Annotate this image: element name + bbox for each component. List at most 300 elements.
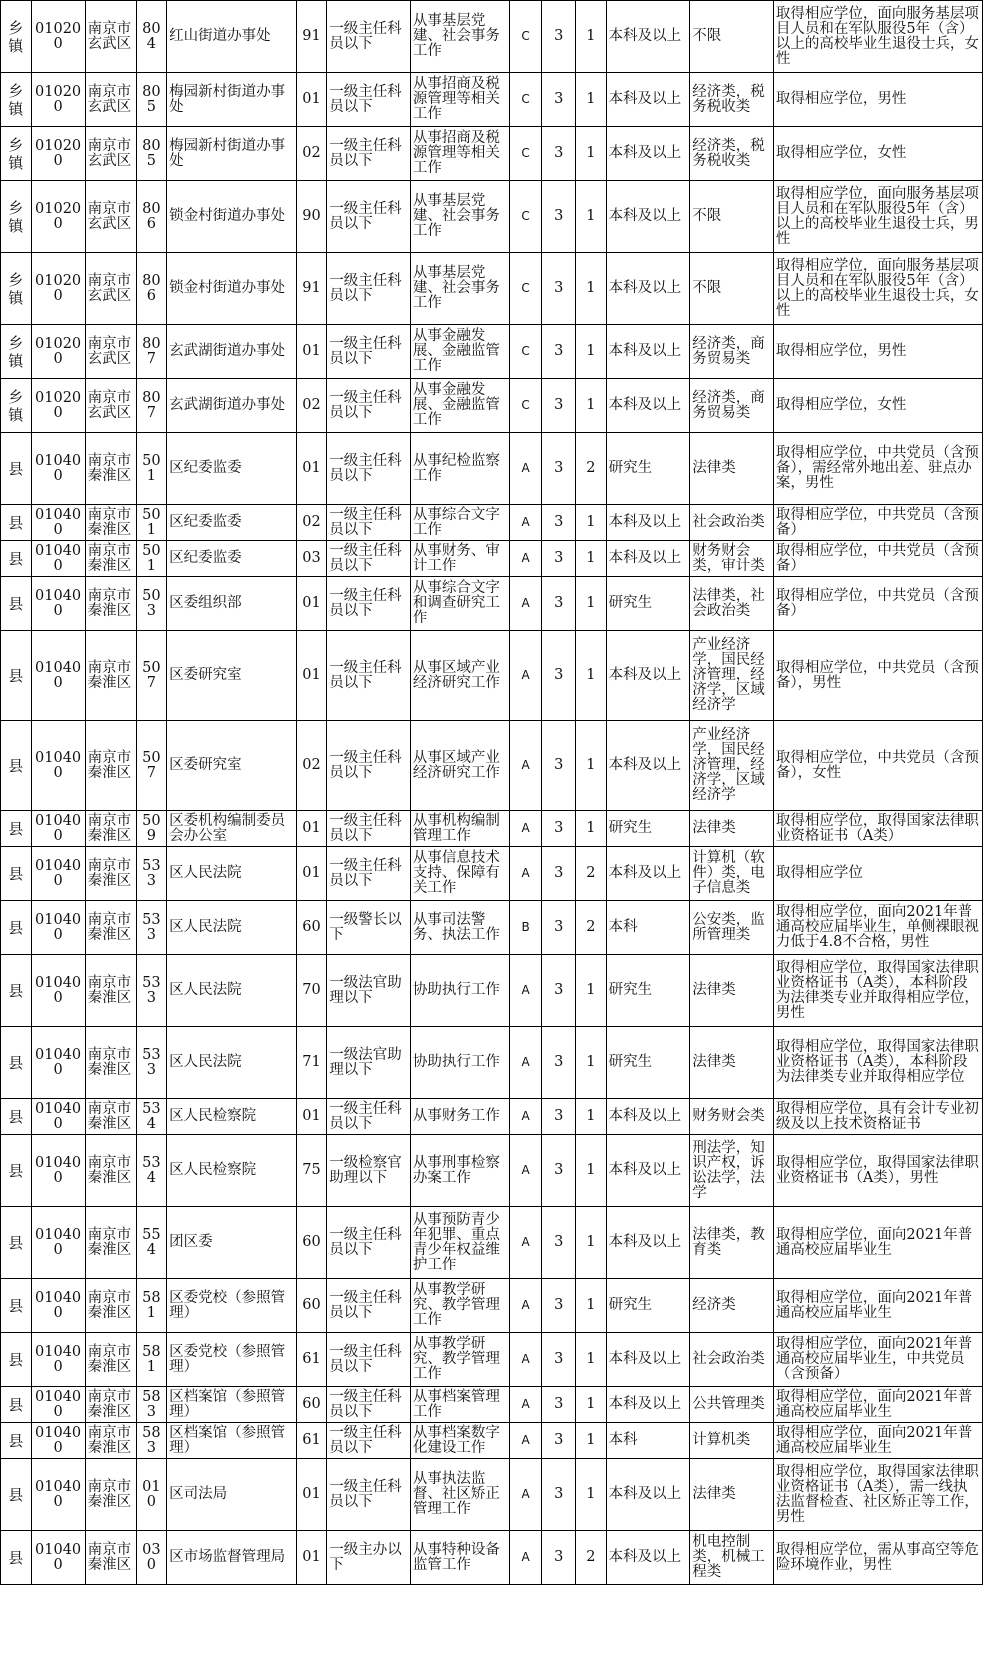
position-code-cell: 01 bbox=[296, 1531, 327, 1585]
table-row bbox=[1, 1423, 983, 1459]
level-cell: 县 bbox=[1, 541, 32, 577]
unit-name-cell: 玄武湖街道办事处 bbox=[167, 379, 297, 433]
duty-cell: 协助执行工作 bbox=[410, 955, 509, 1027]
unit-code-cell: 533 bbox=[136, 847, 167, 901]
hiring-count-cell: 1 bbox=[576, 1279, 607, 1333]
code-cell: 010200 bbox=[31, 379, 85, 433]
hiring-count-cell: 1 bbox=[576, 631, 607, 721]
education-cell: 本科及以上 bbox=[606, 253, 690, 325]
district-cell: 南京市秦淮区 bbox=[85, 901, 136, 955]
education-cell: 研究生 bbox=[606, 1279, 690, 1333]
unit-code-cell: 501 bbox=[136, 541, 167, 577]
category-cell: A bbox=[509, 505, 542, 541]
level-cell: 乡镇 bbox=[1, 127, 32, 181]
code-cell: 010200 bbox=[31, 127, 85, 181]
table-row bbox=[1, 721, 983, 811]
position-cell: 一级主任科员以下 bbox=[327, 811, 411, 847]
category-cell: C bbox=[509, 325, 542, 379]
code-cell: 010400 bbox=[31, 1531, 85, 1585]
education-cell: 研究生 bbox=[606, 811, 690, 847]
major-cell: 经济类，商务贸易类 bbox=[690, 325, 774, 379]
duty-cell: 从事纪检监察工作 bbox=[410, 433, 509, 505]
number-cell: 3 bbox=[542, 253, 576, 325]
position-code-cell: 90 bbox=[296, 181, 327, 253]
table-row bbox=[1, 1207, 983, 1279]
district-cell: 南京市玄武区 bbox=[85, 379, 136, 433]
major-cell: 法律类，社会政治类 bbox=[690, 577, 774, 631]
table-row bbox=[1, 541, 983, 577]
category-cell: A bbox=[509, 433, 542, 505]
unit-name-cell: 梅园新村街道办事处 bbox=[167, 127, 297, 181]
hiring-count-cell: 1 bbox=[576, 1207, 607, 1279]
table-row bbox=[1, 1, 983, 73]
level-cell: 县 bbox=[1, 847, 32, 901]
category-cell: A bbox=[509, 1099, 542, 1135]
hiring-count-cell: 1 bbox=[576, 1387, 607, 1423]
major-cell: 不限 bbox=[690, 181, 774, 253]
requirements-cell: 取得相应学位，取得国家法律职业资格证书（A类），本科阶段为法律类专业并取得相应学位，男性 bbox=[773, 955, 982, 1027]
major-cell: 法律类 bbox=[690, 1459, 774, 1531]
unit-code-cell: 807 bbox=[136, 379, 167, 433]
category-cell: A bbox=[509, 1387, 542, 1423]
category-cell: C bbox=[509, 253, 542, 325]
education-cell: 本科及以上 bbox=[606, 127, 690, 181]
level-cell: 县 bbox=[1, 1027, 32, 1099]
level-cell: 县 bbox=[1, 721, 32, 811]
position-cell: 一级法官助理以下 bbox=[327, 955, 411, 1027]
hiring-count-cell: 1 bbox=[576, 1027, 607, 1099]
table-row bbox=[1, 1027, 983, 1099]
major-cell: 法律类，教育类 bbox=[690, 1207, 774, 1279]
requirements-cell: 取得相应学位 bbox=[773, 847, 982, 901]
requirements-cell: 取得相应学位，中共党员（含预备） bbox=[773, 541, 982, 577]
education-cell: 本科及以上 bbox=[606, 1135, 690, 1207]
unit-code-cell: 010 bbox=[136, 1459, 167, 1531]
level-cell: 县 bbox=[1, 505, 32, 541]
requirements-cell: 取得相应学位，面向2021年普通高校应届毕业生，单侧裸眼视力低于4.8不合格，男性 bbox=[773, 901, 982, 955]
code-cell: 010400 bbox=[31, 1027, 85, 1099]
number-cell: 3 bbox=[542, 1099, 576, 1135]
position-cell: 一级主任科员以下 bbox=[327, 253, 411, 325]
district-cell: 南京市秦淮区 bbox=[85, 955, 136, 1027]
position-code-cell: 03 bbox=[296, 541, 327, 577]
number-cell: 3 bbox=[542, 955, 576, 1027]
level-cell: 县 bbox=[1, 1423, 32, 1459]
requirements-cell: 取得相应学位，面向2021年普通高校应届毕业生，中共党员（含预备） bbox=[773, 1333, 982, 1387]
category-cell: A bbox=[509, 847, 542, 901]
level-cell: 乡镇 bbox=[1, 181, 32, 253]
requirements-cell: 取得相应学位，面向服务基层项目人员和在军队服役5年（含）以上的高校毕业生退役士兵，女性 bbox=[773, 1, 982, 73]
number-cell: 3 bbox=[542, 1459, 576, 1531]
number-cell: 3 bbox=[542, 1423, 576, 1459]
number-cell: 3 bbox=[542, 577, 576, 631]
position-code-cell: 70 bbox=[296, 955, 327, 1027]
number-cell: 3 bbox=[542, 181, 576, 253]
district-cell: 南京市玄武区 bbox=[85, 1, 136, 73]
duty-cell: 从事招商及税源管理等相关工作 bbox=[410, 73, 509, 127]
code-cell: 010400 bbox=[31, 1279, 85, 1333]
position-code-cell: 60 bbox=[296, 1279, 327, 1333]
requirements-cell: 取得相应学位，面向2021年普通高校应届毕业生 bbox=[773, 1207, 982, 1279]
position-cell: 一级主任科员以下 bbox=[327, 1387, 411, 1423]
code-cell: 010200 bbox=[31, 73, 85, 127]
requirements-cell: 取得相应学位，女性 bbox=[773, 379, 982, 433]
duty-cell: 协助执行工作 bbox=[410, 1027, 509, 1099]
unit-code-cell: 501 bbox=[136, 505, 167, 541]
unit-name-cell: 区人民检察院 bbox=[167, 1135, 297, 1207]
hiring-count-cell: 1 bbox=[576, 1333, 607, 1387]
category-cell: A bbox=[509, 1333, 542, 1387]
duty-cell: 从事教学研究、教学管理工作 bbox=[410, 1333, 509, 1387]
district-cell: 南京市秦淮区 bbox=[85, 721, 136, 811]
duty-cell: 从事信息技术支持、保障有关工作 bbox=[410, 847, 509, 901]
duty-cell: 从事教学研究、教学管理工作 bbox=[410, 1279, 509, 1333]
major-cell: 社会政治类 bbox=[690, 505, 774, 541]
table-row bbox=[1, 577, 983, 631]
hiring-count-cell: 1 bbox=[576, 253, 607, 325]
code-cell: 010200 bbox=[31, 325, 85, 379]
position-code-cell: 01 bbox=[296, 631, 327, 721]
table-row bbox=[1, 325, 983, 379]
category-cell: C bbox=[509, 1, 542, 73]
education-cell: 研究生 bbox=[606, 433, 690, 505]
position-code-cell: 91 bbox=[296, 1, 327, 73]
number-cell: 3 bbox=[542, 1279, 576, 1333]
category-cell: A bbox=[509, 1279, 542, 1333]
unit-code-cell: 030 bbox=[136, 1531, 167, 1585]
hiring-count-cell: 1 bbox=[576, 721, 607, 811]
number-cell: 3 bbox=[542, 433, 576, 505]
hiring-count-cell: 1 bbox=[576, 1459, 607, 1531]
requirements-cell: 取得相应学位，面向服务基层项目人员和在军队服役5年（含）以上的高校毕业生退役士兵，男性 bbox=[773, 181, 982, 253]
table-row bbox=[1, 1135, 983, 1207]
district-cell: 南京市秦淮区 bbox=[85, 1423, 136, 1459]
hiring-count-cell: 1 bbox=[576, 541, 607, 577]
major-cell: 经济类，税务税收类 bbox=[690, 73, 774, 127]
position-code-cell: 02 bbox=[296, 379, 327, 433]
education-cell: 本科 bbox=[606, 1423, 690, 1459]
duty-cell: 从事司法警务、执法工作 bbox=[410, 901, 509, 955]
table-row bbox=[1, 505, 983, 541]
table-row bbox=[1, 73, 983, 127]
requirements-cell: 取得相应学位，中共党员（含预备） bbox=[773, 505, 982, 541]
position-code-cell: 01 bbox=[296, 577, 327, 631]
number-cell: 3 bbox=[542, 379, 576, 433]
code-cell: 010400 bbox=[31, 1207, 85, 1279]
position-cell: 一级主任科员以下 bbox=[327, 1207, 411, 1279]
category-cell: C bbox=[509, 181, 542, 253]
table-row bbox=[1, 955, 983, 1027]
level-cell: 乡镇 bbox=[1, 379, 32, 433]
duty-cell: 从事金融发展、金融监管工作 bbox=[410, 325, 509, 379]
district-cell: 南京市秦淮区 bbox=[85, 847, 136, 901]
education-cell: 研究生 bbox=[606, 955, 690, 1027]
position-cell: 一级主任科员以下 bbox=[327, 325, 411, 379]
number-cell: 3 bbox=[542, 631, 576, 721]
position-cell: 一级主任科员以下 bbox=[327, 181, 411, 253]
code-cell: 010400 bbox=[31, 505, 85, 541]
position-cell: 一级警长以下 bbox=[327, 901, 411, 955]
category-cell: A bbox=[509, 1027, 542, 1099]
position-code-cell: 75 bbox=[296, 1135, 327, 1207]
hiring-count-cell: 1 bbox=[576, 577, 607, 631]
position-code-cell: 01 bbox=[296, 433, 327, 505]
district-cell: 南京市秦淮区 bbox=[85, 1099, 136, 1135]
number-cell: 3 bbox=[542, 541, 576, 577]
unit-name-cell: 区委研究室 bbox=[167, 631, 297, 721]
number-cell: 3 bbox=[542, 505, 576, 541]
number-cell: 3 bbox=[542, 325, 576, 379]
duty-cell: 从事基层党建、社会事务工作 bbox=[410, 253, 509, 325]
category-cell: A bbox=[509, 721, 542, 811]
table-row bbox=[1, 847, 983, 901]
table-row bbox=[1, 127, 983, 181]
requirements-cell: 取得相应学位，面向服务基层项目人员和在军队服役5年（含）以上的高校毕业生退役士兵，女性 bbox=[773, 253, 982, 325]
major-cell: 法律类 bbox=[690, 1027, 774, 1099]
major-cell: 不限 bbox=[690, 253, 774, 325]
code-cell: 010400 bbox=[31, 1387, 85, 1423]
unit-code-cell: 806 bbox=[136, 253, 167, 325]
unit-code-cell: 533 bbox=[136, 1027, 167, 1099]
unit-name-cell: 区委党校（参照管理） bbox=[167, 1333, 297, 1387]
position-cell: 一级主任科员以下 bbox=[327, 1, 411, 73]
district-cell: 南京市秦淮区 bbox=[85, 541, 136, 577]
duty-cell: 从事招商及税源管理等相关工作 bbox=[410, 127, 509, 181]
level-cell: 县 bbox=[1, 1459, 32, 1531]
unit-name-cell: 区委机构编制委员会办公室 bbox=[167, 811, 297, 847]
position-code-cell: 60 bbox=[296, 1207, 327, 1279]
district-cell: 南京市秦淮区 bbox=[85, 433, 136, 505]
category-cell: A bbox=[509, 1423, 542, 1459]
table-body bbox=[1, 1, 983, 1585]
duty-cell: 从事区域产业经济研究工作 bbox=[410, 631, 509, 721]
unit-name-cell: 区纪委监委 bbox=[167, 505, 297, 541]
code-cell: 010400 bbox=[31, 955, 85, 1027]
level-cell: 县 bbox=[1, 1531, 32, 1585]
requirements-cell: 取得相应学位，取得国家法律职业资格证书（A类），本科阶段为法律类专业并取得相应学位 bbox=[773, 1027, 982, 1099]
duty-cell: 从事财务工作 bbox=[410, 1099, 509, 1135]
position-code-cell: 01 bbox=[296, 811, 327, 847]
position-cell: 一级主任科员以下 bbox=[327, 433, 411, 505]
duty-cell: 从事机构编制管理工作 bbox=[410, 811, 509, 847]
district-cell: 南京市秦淮区 bbox=[85, 1027, 136, 1099]
number-cell: 3 bbox=[542, 127, 576, 181]
district-cell: 南京市玄武区 bbox=[85, 127, 136, 181]
duty-cell: 从事财务、审计工作 bbox=[410, 541, 509, 577]
unit-code-cell: 806 bbox=[136, 181, 167, 253]
number-cell: 3 bbox=[542, 721, 576, 811]
hiring-count-cell: 1 bbox=[576, 1, 607, 73]
hiring-count-cell: 2 bbox=[576, 433, 607, 505]
district-cell: 南京市秦淮区 bbox=[85, 577, 136, 631]
level-cell: 县 bbox=[1, 631, 32, 721]
unit-name-cell: 红山街道办事处 bbox=[167, 1, 297, 73]
requirements-cell: 取得相应学位，中共党员（含预备），需经常外地出差、驻点办案，男性 bbox=[773, 433, 982, 505]
category-cell: A bbox=[509, 541, 542, 577]
unit-name-cell: 区纪委监委 bbox=[167, 433, 297, 505]
education-cell: 本科及以上 bbox=[606, 1459, 690, 1531]
hiring-count-cell: 1 bbox=[576, 127, 607, 181]
major-cell: 公安类，监所管理类 bbox=[690, 901, 774, 955]
duty-cell: 从事档案管理工作 bbox=[410, 1387, 509, 1423]
code-cell: 010200 bbox=[31, 181, 85, 253]
number-cell: 3 bbox=[542, 1207, 576, 1279]
category-cell: A bbox=[509, 1135, 542, 1207]
code-cell: 010400 bbox=[31, 811, 85, 847]
major-cell: 经济类，商务贸易类 bbox=[690, 379, 774, 433]
unit-code-cell: 503 bbox=[136, 577, 167, 631]
requirements-cell: 取得相应学位，中共党员（含预备），男性 bbox=[773, 631, 982, 721]
unit-name-cell: 锁金村街道办事处 bbox=[167, 181, 297, 253]
level-cell: 县 bbox=[1, 901, 32, 955]
education-cell: 本科及以上 bbox=[606, 1099, 690, 1135]
major-cell: 经济类，税务税收类 bbox=[690, 127, 774, 181]
education-cell: 本科及以上 bbox=[606, 847, 690, 901]
duty-cell: 从事区域产业经济研究工作 bbox=[410, 721, 509, 811]
table-row bbox=[1, 253, 983, 325]
education-cell: 本科及以上 bbox=[606, 325, 690, 379]
code-cell: 010400 bbox=[31, 577, 85, 631]
hiring-count-cell: 1 bbox=[576, 73, 607, 127]
unit-code-cell: 534 bbox=[136, 1099, 167, 1135]
hiring-count-cell: 1 bbox=[576, 1135, 607, 1207]
unit-name-cell: 区委组织部 bbox=[167, 577, 297, 631]
district-cell: 南京市玄武区 bbox=[85, 73, 136, 127]
number-cell: 3 bbox=[542, 847, 576, 901]
code-cell: 010200 bbox=[31, 1, 85, 73]
requirements-cell: 取得相应学位，取得国家法律职业资格证书（A类），需一线执法监督检查、社区矫正等工作，男性 bbox=[773, 1459, 982, 1531]
code-cell: 010400 bbox=[31, 433, 85, 505]
unit-code-cell: 583 bbox=[136, 1423, 167, 1459]
unit-code-cell: 507 bbox=[136, 631, 167, 721]
category-cell: C bbox=[509, 127, 542, 181]
number-cell: 3 bbox=[542, 1333, 576, 1387]
district-cell: 南京市玄武区 bbox=[85, 253, 136, 325]
hiring-count-cell: 2 bbox=[576, 847, 607, 901]
category-cell: A bbox=[509, 577, 542, 631]
position-code-cell: 02 bbox=[296, 505, 327, 541]
unit-name-cell: 区人民法院 bbox=[167, 955, 297, 1027]
level-cell: 乡镇 bbox=[1, 1, 32, 73]
education-cell: 本科及以上 bbox=[606, 181, 690, 253]
major-cell: 计算机（软件）类，电子信息类 bbox=[690, 847, 774, 901]
position-cell: 一级主任科员以下 bbox=[327, 1459, 411, 1531]
position-cell: 一级主办以下 bbox=[327, 1531, 411, 1585]
unit-name-cell: 区人民法院 bbox=[167, 901, 297, 955]
position-code-cell: 02 bbox=[296, 721, 327, 811]
level-cell: 县 bbox=[1, 577, 32, 631]
category-cell: C bbox=[509, 379, 542, 433]
education-cell: 本科及以上 bbox=[606, 721, 690, 811]
table-row bbox=[1, 811, 983, 847]
level-cell: 县 bbox=[1, 1135, 32, 1207]
code-cell: 010400 bbox=[31, 901, 85, 955]
position-cell: 一级主任科员以下 bbox=[327, 1279, 411, 1333]
major-cell: 计算机类 bbox=[690, 1423, 774, 1459]
number-cell: 3 bbox=[542, 901, 576, 955]
unit-name-cell: 区档案馆（参照管理） bbox=[167, 1423, 297, 1459]
education-cell: 本科及以上 bbox=[606, 1207, 690, 1279]
major-cell: 社会政治类 bbox=[690, 1333, 774, 1387]
unit-code-cell: 804 bbox=[136, 1, 167, 73]
requirements-cell: 取得相应学位，中共党员（含预备） bbox=[773, 577, 982, 631]
position-cell: 一级主任科员以下 bbox=[327, 73, 411, 127]
category-cell: A bbox=[509, 1207, 542, 1279]
unit-name-cell: 锁金村街道办事处 bbox=[167, 253, 297, 325]
unit-code-cell: 581 bbox=[136, 1279, 167, 1333]
education-cell: 本科及以上 bbox=[606, 1, 690, 73]
hiring-count-cell: 1 bbox=[576, 1423, 607, 1459]
unit-code-cell: 805 bbox=[136, 127, 167, 181]
position-cell: 一级主任科员以下 bbox=[327, 1423, 411, 1459]
position-code-cell: 60 bbox=[296, 1387, 327, 1423]
position-cell: 一级主任科员以下 bbox=[327, 1333, 411, 1387]
unit-code-cell: 583 bbox=[136, 1387, 167, 1423]
unit-code-cell: 805 bbox=[136, 73, 167, 127]
level-cell: 县 bbox=[1, 1099, 32, 1135]
education-cell: 本科及以上 bbox=[606, 1333, 690, 1387]
district-cell: 南京市秦淮区 bbox=[85, 1279, 136, 1333]
category-cell: B bbox=[509, 901, 542, 955]
major-cell: 财务财会类 bbox=[690, 1099, 774, 1135]
duty-cell: 从事基层党建、社会事务工作 bbox=[410, 181, 509, 253]
major-cell: 刑法学，知识产权，诉讼法学，法学 bbox=[690, 1135, 774, 1207]
category-cell: C bbox=[509, 73, 542, 127]
requirements-cell: 取得相应学位，男性 bbox=[773, 325, 982, 379]
code-cell: 010400 bbox=[31, 1423, 85, 1459]
duty-cell: 从事综合文字工作 bbox=[410, 505, 509, 541]
requirements-cell: 取得相应学位，取得国家法律职业资格证书（A类），男性 bbox=[773, 1135, 982, 1207]
position-code-cell: 01 bbox=[296, 73, 327, 127]
district-cell: 南京市秦淮区 bbox=[85, 1135, 136, 1207]
education-cell: 本科 bbox=[606, 901, 690, 955]
hiring-count-cell: 1 bbox=[576, 181, 607, 253]
code-cell: 010400 bbox=[31, 721, 85, 811]
district-cell: 南京市玄武区 bbox=[85, 181, 136, 253]
category-cell: A bbox=[509, 1531, 542, 1585]
duty-cell: 从事刑事检察办案工作 bbox=[410, 1135, 509, 1207]
duty-cell: 从事预防青少年犯罪、重点青少年权益维护工作 bbox=[410, 1207, 509, 1279]
duty-cell: 从事特种设备监管工作 bbox=[410, 1531, 509, 1585]
position-cell: 一级主任科员以下 bbox=[327, 379, 411, 433]
unit-code-cell: 534 bbox=[136, 1135, 167, 1207]
district-cell: 南京市秦淮区 bbox=[85, 631, 136, 721]
major-cell: 产业经济学，国民经济管理，经济学，区域经济学 bbox=[690, 631, 774, 721]
major-cell: 产业经济学，国民经济管理，经济学，区域经济学 bbox=[690, 721, 774, 811]
duty-cell: 从事基层党建、社会事务工作 bbox=[410, 1, 509, 73]
hiring-count-cell: 1 bbox=[576, 1099, 607, 1135]
education-cell: 本科及以上 bbox=[606, 541, 690, 577]
code-cell: 010400 bbox=[31, 1135, 85, 1207]
code-cell: 010200 bbox=[31, 253, 85, 325]
education-cell: 本科及以上 bbox=[606, 73, 690, 127]
position-cell: 一级主任科员以下 bbox=[327, 847, 411, 901]
education-cell: 本科及以上 bbox=[606, 505, 690, 541]
level-cell: 县 bbox=[1, 1207, 32, 1279]
table-row bbox=[1, 1387, 983, 1423]
education-cell: 本科及以上 bbox=[606, 631, 690, 721]
unit-code-cell: 554 bbox=[136, 1207, 167, 1279]
position-code-cell: 61 bbox=[296, 1423, 327, 1459]
requirements-cell: 取得相应学位，女性 bbox=[773, 127, 982, 181]
position-cell: 一级主任科员以下 bbox=[327, 127, 411, 181]
major-cell: 机电控制类，机械工程类 bbox=[690, 1531, 774, 1585]
number-cell: 3 bbox=[542, 1387, 576, 1423]
table-row bbox=[1, 433, 983, 505]
unit-name-cell: 区档案馆（参照管理） bbox=[167, 1387, 297, 1423]
category-cell: A bbox=[509, 631, 542, 721]
position-cell: 一级主任科员以下 bbox=[327, 1099, 411, 1135]
